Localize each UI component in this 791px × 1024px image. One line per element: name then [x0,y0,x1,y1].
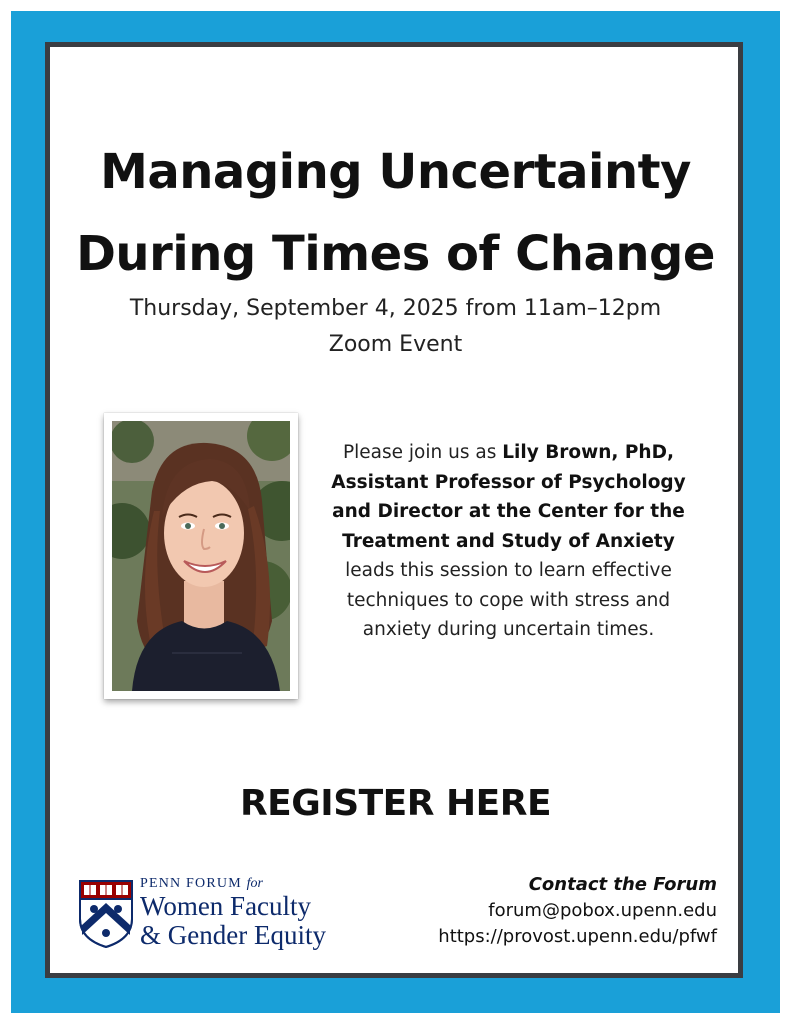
logo-line2: Women Faculty [140,891,312,921]
contact-block [438,872,717,950]
contact-heading: Contact the Forum [528,874,717,895]
logo-line3: & Gender Equity [140,920,326,950]
bio-description: leads this session to learn effective techniques to cope with stress and anxiety during uncertain times. [345,560,672,640]
speaker-photo-frame [104,413,298,699]
contact-url[interactable]: https://provost.upenn.edu/pfwf [438,926,717,947]
register-link[interactable]: REGISTER HERE [239,783,552,824]
speaker-name-title: Lily Brown, PhD, Assistant Professor of Psychology and Director at the Center for the Treatment and Study of Anxiety [331,442,686,552]
penn-forum-logo [78,876,338,956]
event-title-line2: During Times of Change [76,226,715,282]
contact-email[interactable]: forum@pobox.upenn.edu [488,900,717,921]
speaker-bio [316,438,701,645]
event-date-time: Thursday, September 4, 2025 from 11am–12pm [129,296,662,321]
logo-line1-caps: PENN FORUM [140,876,242,891]
speaker-photo [112,421,290,691]
penn-shield-icon [78,879,134,949]
event-location: Zoom Event [328,332,463,357]
logo-line1-italic: for [246,876,263,891]
logo-wordmark [140,876,326,950]
event-title-line1: Managing Uncertainty [100,144,691,200]
bio-intro: Please join us as [343,442,503,463]
